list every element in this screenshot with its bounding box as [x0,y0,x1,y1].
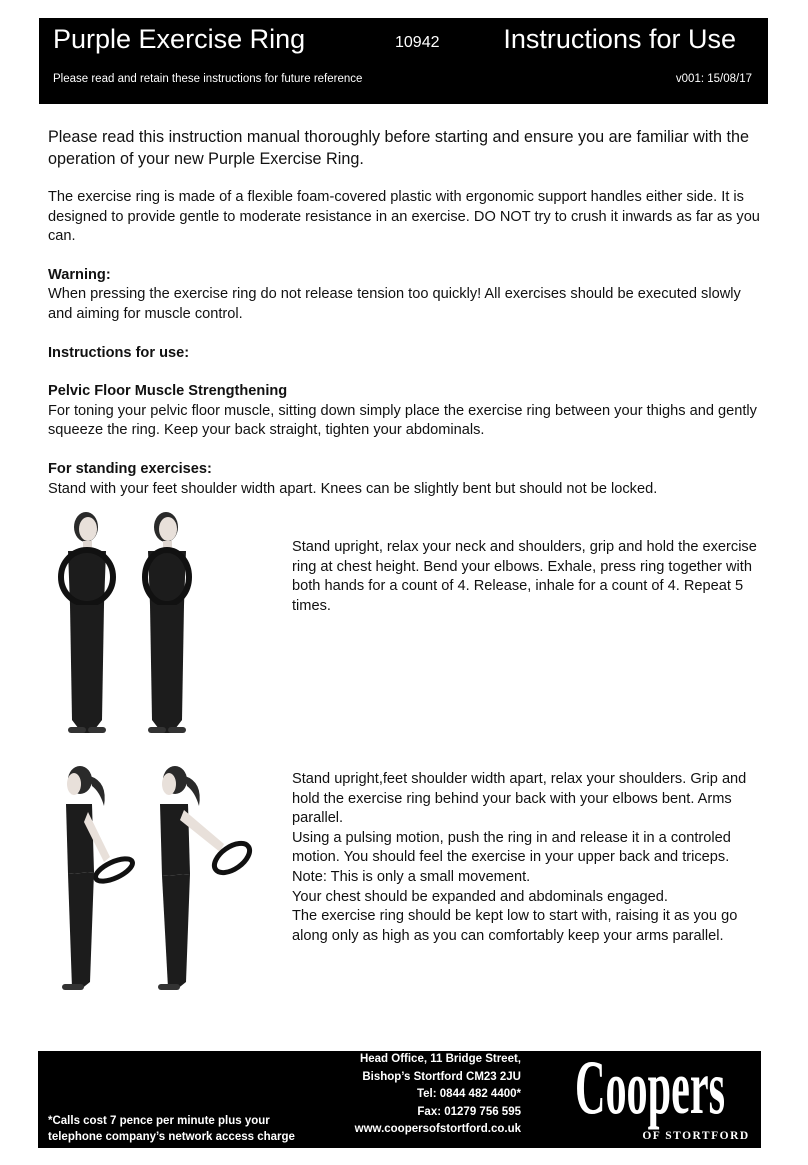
call-charge-line: telephone company’s network access charge [48,1130,295,1143]
footer-banner [38,1044,761,1148]
woman-side-figure-left [62,766,136,990]
instructions-heading-text: Instructions for use: [48,344,190,361]
woman-front-figure-right [145,512,189,733]
version-label: v001: 15/08/17 [675,73,752,85]
woman-front-figure-left [61,512,113,733]
instructions-body [48,126,762,518]
instructions-heading [48,344,762,364]
warning-section [48,266,762,325]
address-line: Bishop’s Stortford CM23 2JU [362,1070,521,1083]
retain-notice: Please read and retain these instructions for future reference [53,73,363,85]
warning-text: When pressing the exercise ring do not release tension too quickly! All exercises should be executed slowly and aiming for muscle control. [48,286,741,322]
exercise2-line: Using a pulsing motion, push the ring in and release it in a controled motion. You should feel the exercise in your upper back and triceps. [292,829,731,866]
pelvic-heading: Pelvic Floor Muscle Strengthening [48,383,288,400]
pelvic-section [48,382,762,441]
exercise2-text [292,770,758,946]
exercise-front-photo [42,505,242,741]
standing-heading: For standing exercises: [48,460,212,477]
brand-name: Coopers [575,1044,725,1131]
exercise2-line: Your chest should be expanded and abdominals engaged. [292,888,668,905]
brand-tagline: OF STORTFORD [642,1130,750,1142]
pelvic-text: For toning your pelvic floor muscle, sitting down simply place the exercise ring between your thighs and gently squeeze the ring. Keep your back straight, tighten your abdominals. [48,402,757,439]
standing-text: Stand with your feet shoulder width apart. Knees can be slightly bent but should not be locked. [48,480,658,497]
address-line: Tel: 0844 482 4400* [416,1088,521,1100]
intro-paragraph: Please read this instruction manual thoroughly before starting and ensure you are familiar with the operation of your new Purple Exercise Ring. [48,128,749,168]
exercise2-line: The exercise ring should be kept low to start with, raising it as you go along only as high as you can comfortably keep your arms parallel. [292,908,738,944]
header-banner [39,18,768,104]
exercise2-line: Note: This is only a small movement. [292,868,531,885]
description-paragraph: The exercise ring is made of a flexible foam-covered plastic with ergonomic support handles either side. It is designed to provide gentle to moderate resistance in an exercise. DO NOT try to crush it inwards as far as you can. [48,189,760,245]
coopers-logo [548,1044,753,1143]
exercise1-text: Stand upright, relax your neck and shoulders, grip and hold the exercise ring at chest height. Bend your elbows. Exhale, press ring together with both hands for a count of 4. Release, inhale for a count of 4. Repeat 5 times. [292,539,757,614]
head-office-address [355,1051,521,1139]
warning-heading: Warning: [48,266,111,283]
exercise2-line: Stand upright,feet shoulder width apart, relax your shoulders. Grip and hold the exercise ring behind your back with your elbows bent. Arms parallel. [292,771,747,827]
call-charge-note [48,1114,295,1145]
address-line: Head Office, 11 Bridge Street, [359,1053,521,1065]
woman-side-figure-right [158,766,255,990]
call-charge-line: *Calls cost 7 pence per minute plus your [48,1115,270,1127]
product-title: Purple Exercise Ring [53,24,306,54]
exercise-back-photo [50,762,260,996]
address-line: Fax: 01279 756 595 [417,1105,521,1118]
product-code: 10942 [395,34,440,51]
instructions-title: Instructions for Use [503,24,736,54]
standing-section [48,460,762,499]
website-text: www.coopersofstortford.co.uk [354,1123,521,1135]
